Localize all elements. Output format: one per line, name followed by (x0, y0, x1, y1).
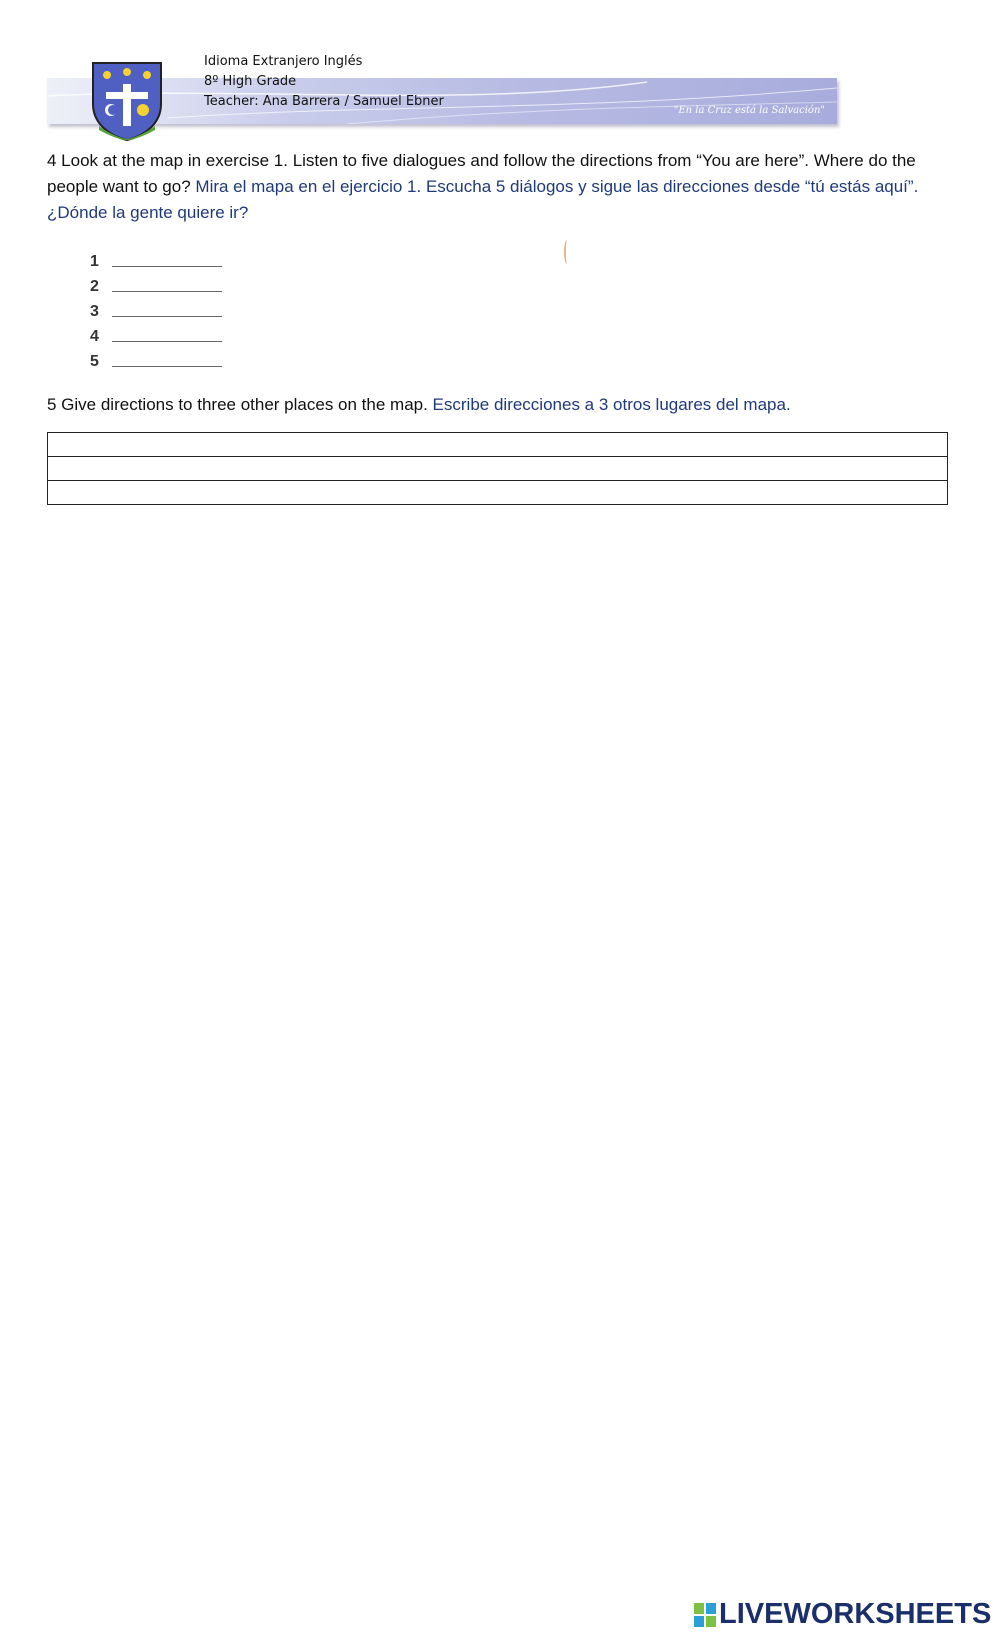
exercise-4-prompt (47, 148, 947, 226)
answer-row-4 (90, 321, 222, 346)
exercise-5-prompt (47, 392, 947, 418)
exercise-4-prompt-en: 4 Look at the map in exercise 1. Listen to five dialogues and follow the directions from “You are here”. Where do the people want to go? (47, 151, 916, 196)
answer-row-1 (90, 246, 222, 271)
directions-input-1[interactable] (48, 433, 947, 457)
answer-input-4[interactable] (112, 340, 222, 342)
answer-number: 2 (90, 278, 99, 295)
answer-input-5[interactable] (112, 365, 222, 367)
exercise-4-answer-list (90, 246, 222, 371)
answer-input-1[interactable] (112, 265, 222, 267)
school-motto: "En la Cruz está la Salvación" (673, 105, 825, 116)
header-info (204, 52, 444, 112)
directions-answer-box (47, 432, 948, 505)
stray-mark (564, 240, 570, 264)
exercise-5-prompt-es: Escribe direcciones a 3 otros lugares del mapa. (432, 395, 791, 414)
answer-number: 4 (90, 328, 99, 345)
answer-number: 3 (90, 303, 99, 320)
directions-input-3[interactable] (48, 481, 947, 504)
answer-row-3 (90, 296, 222, 321)
liveworksheets-logo (694, 1598, 991, 1631)
liveworksheets-logo-icon (694, 1603, 716, 1627)
directions-input-2[interactable] (48, 457, 947, 481)
answer-input-2[interactable] (112, 290, 222, 292)
teacher-label: Teacher: Ana Barrera / Samuel Ebner (204, 94, 444, 109)
grade-label: 8º High Grade (204, 74, 297, 89)
answer-input-3[interactable] (112, 315, 222, 317)
answer-row-5 (90, 346, 222, 371)
exercise-5-prompt-en: 5 Give directions to three other places on the map. (47, 395, 433, 414)
exercise-4-prompt-es: Mira el mapa en el ejercicio 1. Escucha 5 diálogos y sigue las direcciones desde “tú estás aquí”. ¿Dónde la gente quiere ir? (47, 177, 919, 222)
answer-row-2 (90, 271, 222, 296)
liveworksheets-brand: LIVEWORKSHEETS (719, 1598, 992, 1630)
subject-label: Idioma Extranjero Inglés (204, 54, 363, 69)
answer-number: 5 (90, 353, 99, 370)
school-crest-logo (90, 60, 164, 142)
answer-number: 1 (90, 253, 99, 270)
